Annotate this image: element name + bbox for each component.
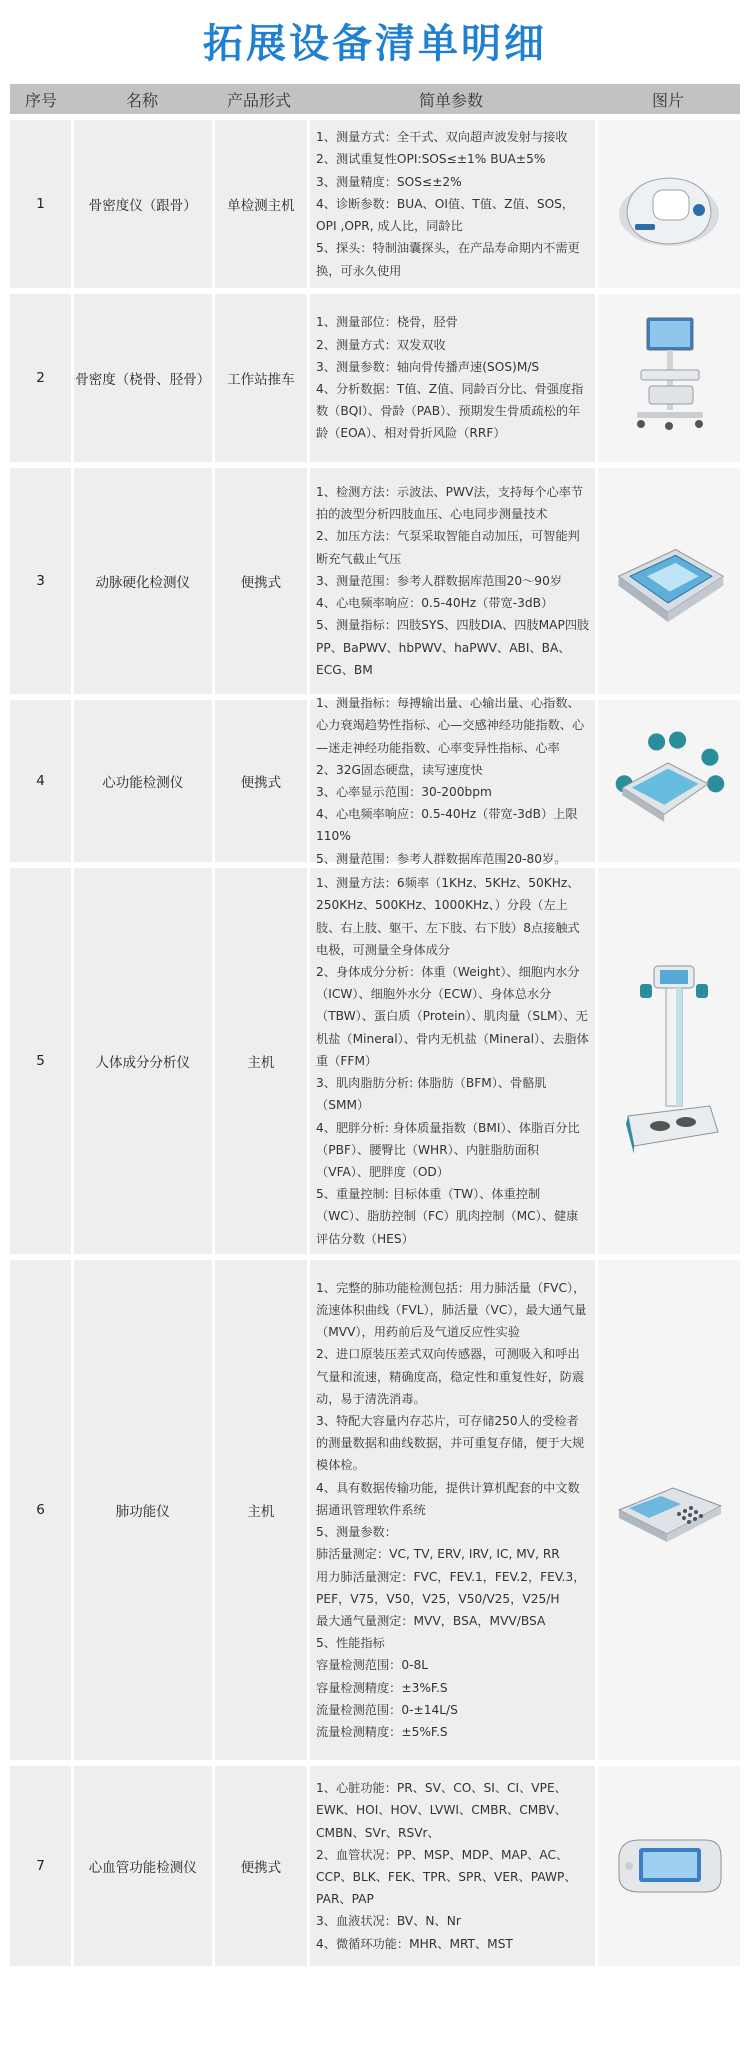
row-image (598, 1260, 740, 1760)
row-no: 7 (10, 1766, 71, 1966)
row-image (598, 294, 740, 462)
table-row (10, 120, 740, 288)
row-image (598, 120, 740, 288)
body-composition-analyzer-image (609, 956, 729, 1166)
row-form: 便携式 (215, 1766, 307, 1966)
row-name: 动脉硬化检测仪 (74, 468, 212, 694)
table-row (10, 868, 740, 1254)
spirometer-image (609, 1470, 729, 1550)
row-no: 2 (10, 294, 71, 462)
row-name: 肺功能仪 (74, 1260, 212, 1760)
row-params: 1、检测方法：示波法、PWV法，支持每个心率节拍的波型分析四肢血压、心电同步测量技术 2、加压方法：气泵采取智能自动加压，可智能判断充气截止气压 3、测量范围：参考人群数据库范围20～90岁 4、心电频率响应：0.5-40Hz（带宽-3dB） 5、测量指标：四肢SYS、四肢DIA、四肢MAP四肢PP、BaPWV、hbPWV、haPWV、ABI、BA、ECG、BM (310, 468, 595, 694)
header-params: 简单参数 (418, 90, 483, 110)
table-row (10, 294, 740, 462)
row-params: 1、测量方式：全干式、双向超声波发射与接收 2、测试重复性OPI:SOS≤±1% BUA±5% 3、测量精度：SOS≤±2% 4、诊断参数：BUA、OI值、T值、Z值、SOS，OPI ,OPR, 成人比，同龄比 5、探头：特制油囊探头，在产品寿命期内不需更换，可永久使用 (310, 120, 595, 288)
table-row (10, 696, 740, 866)
row-name: 骨密度仪（跟骨） (74, 120, 212, 288)
table-row (10, 468, 740, 694)
row-image (598, 1766, 740, 1966)
table-header (10, 84, 740, 120)
row-no: 6 (10, 1260, 71, 1760)
cardiac-function-tester-image (609, 726, 729, 836)
row-params: 1、测量指标：每搏输出量、心输出量、心指数、心力衰竭趋势性指标、心—交感神经功能指数、心—迷走神经功能指数、心率变异性指标、心率 2、32G固态硬盘，读写速度快 3、心率显示范围：30-200bpm 4、心电频率响应：0.5-40Hz（带宽-3dB）上限110% 5、测量范围：参考人群数据库范围20-80岁。 (310, 700, 595, 862)
row-params: 1、测量方法：6频率（1KHz、5KHz、50KHz、250KHz、500KHz、1000KHz、）分段（左上肢、右上肢、躯干、左下肢、右下肢）8点接触式电极，可测量全身体成分 2、身体成分分析：体重（Weight）、细胞内水分（ICW）、细胞外水分（ECW）、身体总水分（TBW）、蛋白质（Protein）、肌肉量（SLM）、无机盐（Mineral）、骨内无机盐（Mineral）、去脂体重（FFM） 3、肌肉脂肪分析: 体脂肪（BFM）、骨骼肌（SMM） 4、肥胖分析: 身体质量指数（BMI）、体脂百分比（PBF）、腰臀比（WHR）、内脏脂肪面积（VFA）、肥胖度（OD） 5、重量控制: 目标体重（TW）、体重控制（WC）、脂肪控制（FC）肌肉控制（MC）、健康评估分数（HES） (310, 868, 595, 1254)
cardiovascular-tester-image (609, 1826, 729, 1906)
row-no: 4 (10, 700, 71, 862)
row-no: 1 (10, 120, 71, 288)
page-title: 拓展设备清单明细 (203, 20, 547, 67)
heel-bone-densitometer-image (609, 154, 729, 254)
workstation-cart-image (609, 308, 729, 448)
table-row (10, 1766, 740, 1966)
row-params: 1、测量部位：桡骨，胫骨 2、测量方式：双发双收 3、测量参数：轴向骨传播声速(SOS)M/S 4、分析数据：T值、Z值、同龄百分比、骨强度指数（BQI）、骨龄（PAB）、预期发生骨质疏松的年龄（EOA）、相对骨折风险（RRF） (310, 294, 595, 462)
row-form: 单检测主机 (215, 120, 307, 288)
row-form: 便携式 (215, 468, 307, 694)
row-form: 便携式 (215, 700, 307, 862)
row-params: 1、完整的肺功能检测包括：用力肺活量（FVC），流速体积曲线（FVL），肺活量（VC），最大通气量（MVV），用药前后及气道反应性实验 2、进口原装压差式双向传感器，可测吸入和呼出气量和流速，精确度高，稳定性和重复性好，防震动，易于清洗消毒。 3、特配大容量内存芯片，可存储250人的受检者的测量数据和曲线数据，并可重复存储，便于大规模体检。 4、具有数据传输功能，提供计算机配套的中文数据通讯管理软件系统 5、测量参数： 肺活量测定：VC, TV, ERV, IRV, IC, MV, RR 用力肺活量测定：FVC，FEV.1，FEV.2，FEV.3，PEF，V75，V50，V25，V50/V25，V25/H 最大通气量测定：MVV，BSA，MVV/BSA 5、性能指标 容量检测范围：0-8L 容量检测精度：±3%F.S 流量检测范围：0-±14L/S 流量检测精度：±5%F.S (310, 1260, 595, 1760)
arteriosclerosis-tester-image (609, 526, 729, 636)
equipment-table (10, 84, 740, 1972)
row-no: 5 (10, 868, 71, 1254)
header-image: 图片 (651, 90, 684, 110)
header-form: 产品形式 (226, 90, 291, 110)
row-no: 3 (10, 468, 71, 694)
row-form: 工作站推车 (215, 294, 307, 462)
row-image (598, 868, 740, 1254)
row-image (598, 700, 740, 862)
row-name: 心功能检测仪 (74, 700, 212, 862)
row-name: 心血管功能检测仪 (74, 1766, 212, 1966)
row-name: 骨密度（桡骨、胫骨） (74, 294, 212, 462)
header-name: 名称 (125, 90, 158, 110)
row-form: 主机 (215, 1260, 307, 1760)
header-no: 序号 (24, 90, 57, 110)
row-form: 主机 (215, 868, 307, 1254)
table-row (10, 1260, 740, 1760)
row-params: 1、心脏功能：PR、SV、CO、SI、CI、VPE、EWK、HOI、HOV、LVWI、CMBR、CMBV、CMBN、SVr、RSVr、 2、血管状况：PP、MSP、MDP、MAP、AC、CCP、BLK、FEK、TPR、SPR、VER、PAWP、PAR、PAP 3、血液状况：BV、N、Nr 4、微循环功能：MHR、MRT、MST (310, 1766, 595, 1966)
row-name: 人体成分分析仪 (74, 868, 212, 1254)
row-image (598, 468, 740, 694)
